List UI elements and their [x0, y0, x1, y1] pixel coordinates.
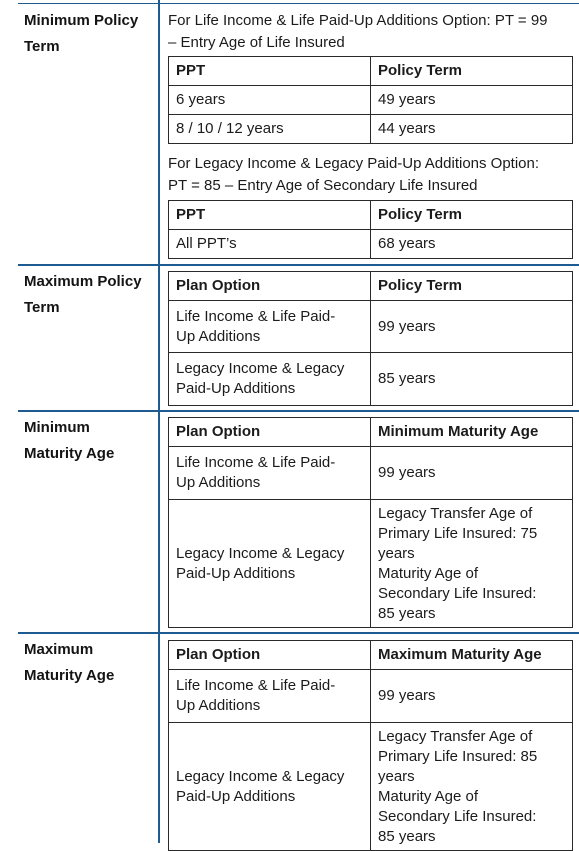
- cell-policy-term: 85 years: [371, 353, 573, 406]
- section-divider: [18, 632, 579, 634]
- column-header-ppt: PPT: [169, 57, 371, 86]
- label-line: Maturity Age: [24, 667, 115, 684]
- column-header-policy-term: Policy Term: [371, 272, 573, 301]
- cell-line: Maturity Age of: [378, 787, 479, 805]
- column-header-plan-option: Plan Option: [169, 272, 371, 301]
- column-header-policy-term: Policy Term: [371, 57, 573, 86]
- cell-plan-option: [169, 723, 371, 851]
- cell-maturity-age: [371, 500, 573, 628]
- column-header-minimum-maturity-age: Minimum Maturity Age: [371, 418, 573, 447]
- text-line: For Life Income & Life Paid-Up Additions Option: PT = 99: [168, 12, 548, 29]
- label-line: Maturity Age: [24, 445, 115, 462]
- max-maturity-age-label: [24, 637, 156, 689]
- cell-line: Primary Life Insured: 85: [378, 747, 538, 765]
- cell-line: 85 years: [378, 827, 436, 845]
- label-line: Term: [24, 38, 60, 55]
- cell-maturity-age: 99 years: [371, 670, 573, 723]
- cell-line: Life Income & Life Paid-: [176, 307, 336, 325]
- max-policy-term-label: [24, 269, 156, 321]
- column-header-plan-option: Plan Option: [169, 641, 371, 670]
- cell-plan-option: [169, 353, 371, 406]
- cell-line: 85 years: [378, 604, 436, 622]
- cell-line: Legacy Income & Legacy: [176, 544, 345, 562]
- min-policy-term-label: [24, 8, 156, 60]
- cell-line: years: [378, 544, 415, 562]
- cell-line: Up Additions: [176, 327, 261, 345]
- cell-policy-term: 99 years: [371, 301, 573, 353]
- cell-line: Legacy Transfer Age of: [378, 504, 533, 522]
- label-line: Term: [24, 299, 60, 316]
- cell-ppt: 8 / 10 / 12 years: [169, 115, 371, 144]
- column-header-ppt: PPT: [169, 201, 371, 230]
- column-divider: [158, 0, 160, 843]
- cell-policy-term: 68 years: [371, 230, 573, 259]
- max-policy-term-table: [168, 271, 573, 406]
- column-header-policy-term: Policy Term: [371, 201, 573, 230]
- column-header-maximum-maturity-age: Maximum Maturity Age: [371, 641, 573, 670]
- cell-line: Maturity Age of: [378, 564, 479, 582]
- cell-line: Up Additions: [176, 697, 261, 714]
- cell-plan-option: [169, 500, 371, 628]
- text-line: – Entry Age of Life Insured: [168, 34, 345, 51]
- label-line: Minimum Policy: [24, 12, 139, 29]
- life-option-formula: [168, 10, 574, 54]
- cell-line: Legacy Transfer Age of: [378, 727, 533, 745]
- section-divider: [18, 264, 579, 266]
- legacy-option-formula: [168, 153, 574, 197]
- table-row: [169, 353, 573, 406]
- cell-line: Paid-Up Additions: [176, 787, 296, 805]
- table-row: [169, 723, 573, 851]
- table-row: [169, 301, 573, 353]
- cell-line: Legacy Income & Legacy: [176, 767, 345, 785]
- table-row: [169, 115, 573, 144]
- cell-line: Secondary Life Insured:: [378, 584, 537, 602]
- ppt-term-table-life: [168, 56, 573, 144]
- label-line: Minimum: [24, 419, 90, 436]
- cell-line: Life Income & Life Paid-: [176, 677, 336, 694]
- table-row: [169, 447, 573, 500]
- cell-maturity-age: [371, 723, 573, 851]
- cell-line: Life Income & Life Paid-: [176, 454, 336, 471]
- cell-line: Up Additions: [176, 474, 261, 491]
- cell-policy-term: 49 years: [371, 86, 573, 115]
- min-maturity-age-label: [24, 415, 156, 467]
- cell-line: years: [378, 767, 415, 785]
- cell-plan-option: [169, 301, 371, 353]
- cell-line: Paid-Up Additions: [176, 380, 296, 397]
- cell-line: Secondary Life Insured:: [378, 807, 537, 825]
- cell-plan-option: [169, 670, 371, 723]
- cell-ppt: 6 years: [169, 86, 371, 115]
- cell-line: Paid-Up Additions: [176, 564, 296, 582]
- max-maturity-age-table: [168, 640, 573, 851]
- table-row: [169, 86, 573, 115]
- ppt-term-table-legacy: [168, 200, 573, 259]
- cell-policy-term: 44 years: [371, 115, 573, 144]
- section-divider: [18, 410, 579, 412]
- table-row: [169, 230, 573, 259]
- cell-line: Legacy Income & Legacy: [176, 360, 345, 377]
- cell-line: Primary Life Insured: 75: [378, 524, 538, 542]
- table-row: [169, 670, 573, 723]
- text-line: PT = 85 – Entry Age of Secondary Life Insured: [168, 177, 478, 194]
- label-line: Maximum Policy: [24, 273, 142, 290]
- divider: [18, 3, 579, 4]
- cell-ppt: All PPT’s: [169, 230, 371, 259]
- column-header-plan-option: Plan Option: [169, 418, 371, 447]
- cell-plan-option: [169, 447, 371, 500]
- min-maturity-age-table: [168, 417, 573, 628]
- cell-maturity-age: 99 years: [371, 447, 573, 500]
- label-line: Maximum: [24, 641, 94, 658]
- text-line: For Legacy Income & Legacy Paid-Up Additions Option:: [168, 155, 540, 172]
- table-row: [169, 500, 573, 628]
